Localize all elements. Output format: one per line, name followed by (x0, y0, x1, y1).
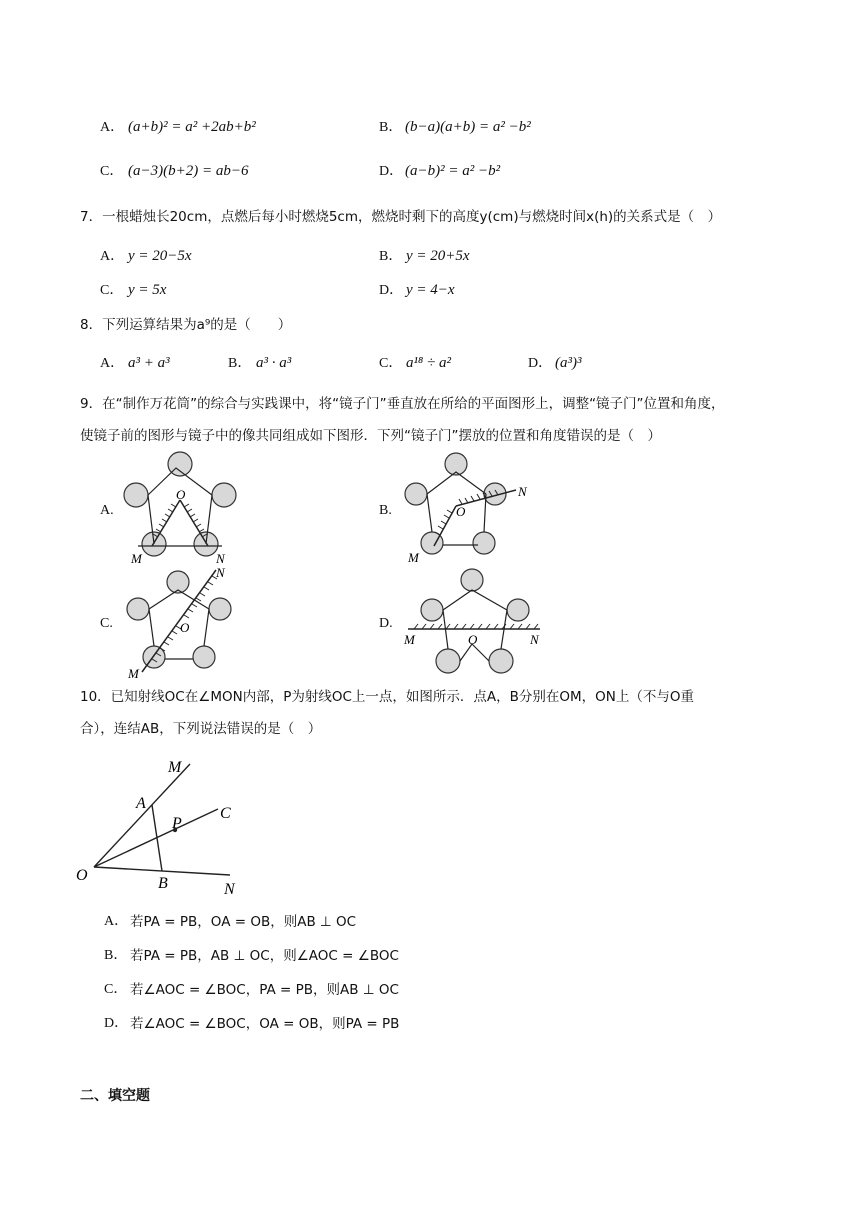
q10-option-b-text: 若PA = PB，AB ⊥ OC，则∠AOC = ∠BOC (130, 948, 399, 964)
q9-option-d-label: D. (379, 616, 393, 631)
q9b-point-m: M (408, 550, 419, 565)
q6-option-b-expr: (b−a)(a+b) = a² −b² (405, 119, 531, 135)
q6-option-d-expr: (a−b)² = a² −b² (405, 163, 501, 179)
q9b-point-n: N (518, 484, 527, 499)
q6-option-d-label: D． (379, 164, 404, 179)
q10-option-c-text: 若∠AOC = ∠BOC，PA = PB，则AB ⊥ OC (130, 982, 399, 998)
q10-label-c: C (220, 805, 231, 822)
q6-option-c-label: C． (100, 164, 124, 179)
q9-stem-line2: 使镜子前的图形与镜子中的像共同组成如下图形．下列“镜子门”摆放的位置和角度错误的是（ ） (80, 428, 661, 444)
q9d-circle-top (461, 569, 483, 591)
q8-option-b-expr: a³ · a³ (256, 355, 292, 371)
q9d-circle-bottom-left (436, 649, 460, 673)
q10-label-n: N (224, 881, 235, 896)
q8-option-c-expr: a¹⁸ ÷ a² (406, 355, 451, 371)
q8-option-d-expr: (a³)³ (555, 355, 582, 371)
q8-option-a-expr: a³ + a³ (128, 355, 170, 371)
q9a-point-n: N (216, 551, 225, 566)
q9b-mirror-om (434, 506, 456, 546)
q6-option-a-label: A． (100, 120, 125, 135)
q9a-point-m: M (131, 551, 142, 566)
q10-label-b: B (158, 875, 168, 892)
q9d-circle-bottom-right (489, 649, 513, 673)
q10-label-a: A (136, 795, 146, 812)
q10-stem-line1: 10．已知射线OC在∠MON内部，P为射线OC上一点，如图所示．点A，B分别在OM，ON上（不与O重 (80, 689, 695, 705)
q10-option-b-label: B． (104, 948, 128, 963)
q10-option-a-text: 若PA = PB，OA = OB，则AB ⊥ OC (130, 914, 357, 930)
q6-option-b-label: B． (379, 120, 403, 135)
q9c-point-m: M (128, 666, 139, 681)
q8-option-d-label: D． (528, 356, 553, 371)
q10-stem-line2: 合），连结AB，下列说法错误的是（ ） (80, 721, 322, 737)
q7-stem: 7．一根蜡烛长20cm，点燃后每小时燃烧5cm，燃烧时剩下的高度y(cm)与燃烧时间x(h)的关系式是（ ） (80, 209, 722, 225)
q7-option-b-label: B． (379, 249, 403, 264)
q10-option-d-label: D． (104, 1016, 129, 1031)
q9c-circle-right (209, 598, 231, 620)
q10-ray-oc (94, 809, 218, 867)
q9d-circle-right (507, 599, 529, 621)
section-title-fill-in-blank: 二、填空题 (80, 1088, 150, 1104)
q9d-circle-left (421, 599, 443, 621)
q8-stem: 8．下列运算结果为a⁹的是（ ） (80, 317, 292, 333)
q7-option-c-expr: y = 5x (128, 282, 167, 298)
q6-option-a-expr: (a+b)² = a² +2ab+b² (128, 119, 256, 135)
q10-label-p: P (172, 815, 182, 832)
q9-option-c-label: C. (100, 616, 113, 631)
q7-option-d-expr: y = 4−x (406, 282, 455, 298)
q10-label-o: O (76, 867, 88, 884)
q9-figure-d (398, 562, 548, 682)
q10-option-d-text: 若∠AOC = ∠BOC，OA = OB，则PA = PB (130, 1016, 400, 1032)
q9-option-b-label: B. (379, 503, 392, 518)
q9b-point-o: O (456, 504, 466, 519)
q9c-circle-bottom-right (193, 646, 215, 668)
q9-figure-c (118, 562, 248, 682)
q9b-circle-bottom-right (473, 532, 495, 554)
q9d-point-m: M (404, 632, 415, 647)
q9-option-a-label: A. (100, 503, 114, 518)
q8-option-c-label: C． (379, 356, 403, 371)
q9a-circle-right (212, 483, 236, 507)
q7-option-d-label: D． (379, 283, 404, 298)
q6-option-c-expr: (a−3)(b+2) = ab−6 (128, 163, 249, 179)
q10-label-m: M (168, 759, 182, 776)
q7-option-a-expr: y = 20−5x (128, 248, 192, 264)
q7-option-c-label: C． (100, 283, 124, 298)
q7-option-b-expr: y = 20+5x (406, 248, 470, 264)
q10-segment-ab (152, 805, 162, 871)
q9-stem-line1: 9．在“制作万花筒”的综合与实践课中，将“镜子门”垂直放在所给的平面图形上，调整“镜子门”位置和角度， (80, 396, 725, 412)
q9a-point-o: O (176, 487, 186, 502)
q9c-circle-left (127, 598, 149, 620)
q9a-circle-left (124, 483, 148, 507)
q8-option-b-label: B． (228, 356, 252, 371)
q9-figure-b (398, 450, 538, 572)
q10-option-a-label: A． (104, 914, 129, 929)
q9b-circle-left (405, 483, 427, 505)
q9c-point-n: N (216, 565, 225, 580)
q7-option-a-label: A． (100, 249, 125, 264)
q9d-point-n: N (530, 632, 539, 647)
q9c-point-o: O (180, 620, 190, 635)
q8-option-a-label: A． (100, 356, 125, 371)
q10-option-c-label: C． (104, 982, 128, 997)
q10-figure (72, 750, 252, 896)
q9d-point-o: O (468, 632, 478, 647)
q9-figure-a (118, 450, 248, 572)
